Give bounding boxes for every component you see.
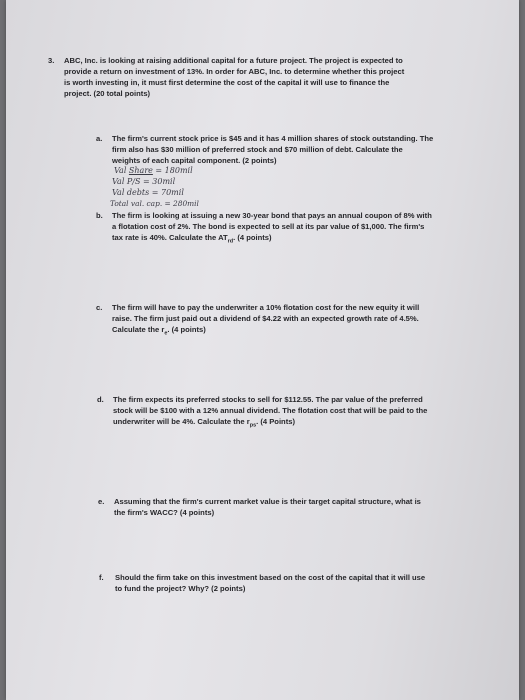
part-d-line-1: The firm expects its preferred stocks to sell for $112.55. The par value of the preferred	[113, 395, 423, 404]
part-b-text	[112, 210, 482, 248]
question-number: 3.	[48, 56, 55, 65]
part-f-text	[115, 572, 485, 594]
question-line-2: provide a return on investment of 13%. In order for ABC, Inc. to determine whether this project	[64, 67, 405, 76]
question-line-1: ABC, Inc. is looking at raising additional capital for a future project. The project is expected to	[64, 56, 403, 65]
handwritten-note-3: Val debts = 70mil	[112, 188, 184, 197]
part-e-letter: e.	[98, 497, 105, 506]
question-prompt	[64, 55, 474, 99]
part-e-text	[114, 496, 484, 518]
part-f-line-2: to fund the project? Why? (2 points)	[115, 584, 246, 593]
part-c-line-2: raise. The firm just paid out a dividend of $4.22 with an expected growth rate of 4.5%.	[112, 314, 419, 323]
question-line-3: is worth investing in, it must first determine the cost of the capital it will use to finance the	[64, 78, 390, 87]
part-f-letter: f.	[99, 573, 104, 582]
handwritten-note-2: Val P/S = 30mil	[112, 177, 176, 186]
part-d-text	[113, 394, 483, 432]
part-b-line-1: The firm is looking at issuing a new 30-year bond that pays an annual coupon of 8% with	[112, 211, 432, 220]
total-points: (20 total points)	[93, 89, 151, 98]
part-c-line-3: Calculate the $r_e$. (4 points)	[112, 325, 206, 337]
part-a-letter: a.	[96, 134, 103, 143]
part-d-line-3: underwriter will be 4%. Calculate the $r_{ps}$. (4 Points)	[113, 417, 295, 429]
question-line-4: project. (20 total points)	[64, 89, 151, 98]
part-d-letter: d.	[97, 395, 104, 404]
part-d-line-2: stock will be $100 with a 12% annual dividend. The flotation cost that will be paid to the	[113, 406, 428, 415]
part-a-line-1: The firm's current stock price is $45 and it has 4 million shares of stock outstanding. The	[112, 134, 434, 143]
part-b-line-2: a flotation cost of 2%. The bond is expected to sell at its par value of $1,000. The firm's	[112, 222, 425, 231]
part-a-line-3: weights of each capital component. (2 points)	[112, 156, 277, 165]
handwritten-note-4: Total val. cap. = 280mil	[110, 199, 199, 208]
part-b-letter: b.	[96, 211, 103, 220]
part-c-letter: c.	[96, 303, 103, 312]
part-f-line-1: Should the firm take on this investment based on the cost of the capital that it will use	[115, 573, 426, 582]
part-b-line-3: tax rate is 40%. Calculate the $AT_{rd}$. (4 points)	[112, 233, 272, 245]
part-a-text	[112, 133, 482, 166]
part-c-text	[112, 302, 482, 340]
handwritten-note-1: Val Share = 180mil	[114, 166, 193, 175]
part-e-line-1: Assuming that the firm's current market value is their target capital structure, what is	[114, 497, 421, 506]
part-a-line-2: firm also has $30 million of preferred stock and $70 million of debt. Calculate the	[112, 145, 403, 154]
part-c-line-1: The firm will have to pay the underwriter a 10% flotation cost for the new equity it will	[112, 303, 420, 312]
worksheet-page	[6, 0, 519, 700]
part-e-line-2: the firm's WACC? (4 points)	[114, 508, 215, 517]
